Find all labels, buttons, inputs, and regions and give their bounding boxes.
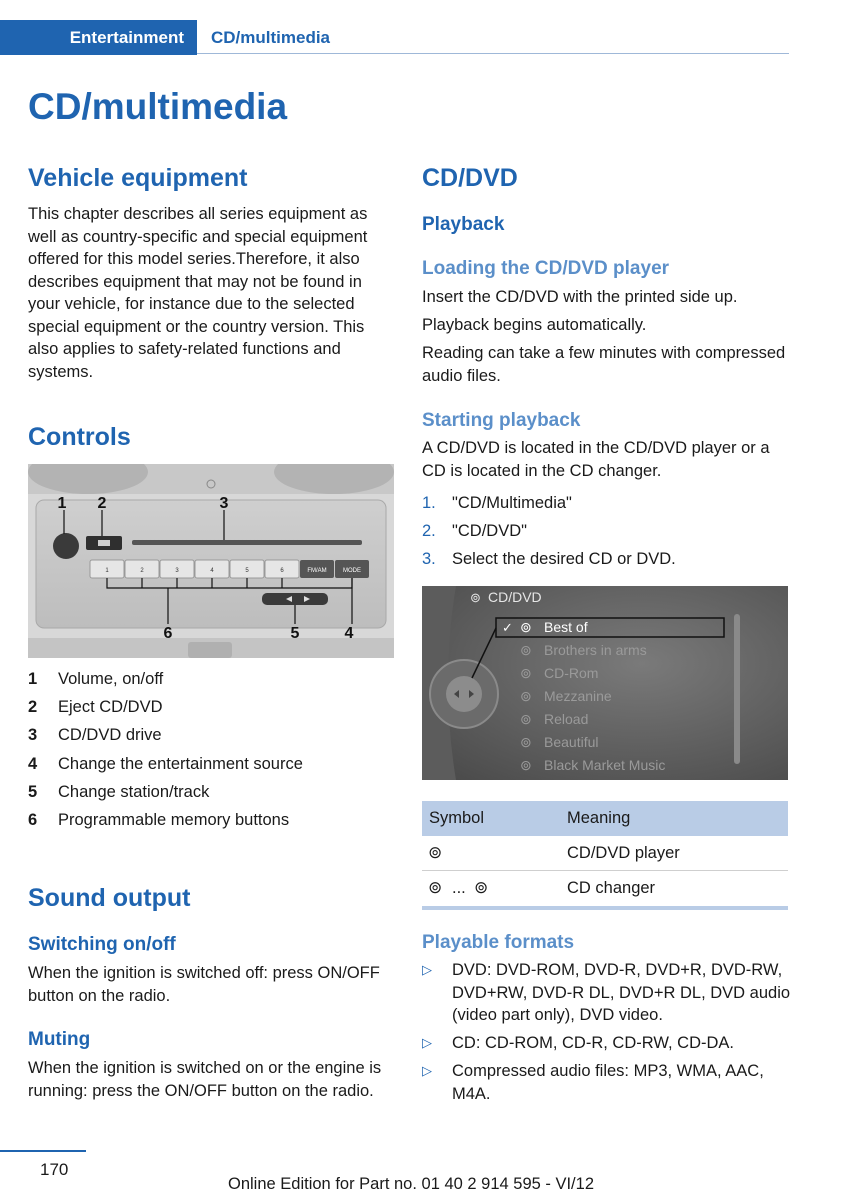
radio-controls-illustration (28, 464, 394, 658)
header-section[interactable]: Entertainment (69, 28, 184, 47)
footer-rule (0, 1150, 86, 1152)
col-symbol-header: Symbol (429, 809, 485, 827)
triangle-bullet-icon: ▷ (422, 1035, 432, 1050)
header-rule (197, 53, 789, 54)
table-row-meaning: CD changer (567, 879, 656, 897)
loading-heading: Loading the CD/DVD player (422, 258, 670, 279)
col-meaning-header: Meaning (567, 809, 631, 827)
memory-buttons (90, 560, 369, 578)
mem-btn-2-label: 2 (140, 568, 144, 574)
muting-heading: Muting (28, 1029, 91, 1050)
mem-btn-3-label: 3 (175, 568, 179, 574)
screen-item-best-of[interactable]: Best of (544, 619, 588, 635)
screen-item-black-market[interactable]: Black Market Music (544, 757, 666, 773)
idrive-screen-illustration (422, 586, 788, 780)
starting-body: A CD/DVD is located in the CD/DVD player or a CD is located in the CD changer. (422, 439, 770, 480)
callout-6: 6 (163, 625, 173, 642)
footer-edition: Online Edition for Part no. 01 40 2 914 595 - VI/12 (228, 1175, 594, 1193)
callout-2: 2 (97, 495, 107, 512)
screen-item-icon: ⊚ (520, 757, 532, 773)
loading-p2: Playback begins automatically. (422, 316, 647, 334)
mem-btn-1-label: 1 (105, 568, 109, 574)
screen-item-mezzanine[interactable]: Mezzanine (544, 688, 612, 704)
triangle-bullet-icon: ▷ (422, 1063, 432, 1078)
page-number: 170 (40, 1160, 69, 1179)
vehicle-equipment-body: This chapter describes all series equipment as well as country-specific and special equipment offered for this model series.Therefore, it also describes equipment that may not be found in your vehicle, for instance due to the selected special equipment or the country version. This also applies to safety-related functions and systems. (28, 205, 368, 381)
switching-heading: Switching on/off (28, 934, 176, 955)
formats-heading: Playable formats (422, 932, 575, 953)
callout-3: 3 (219, 495, 229, 512)
loading-p3: Reading can take a few minutes with compressed audio files. (422, 344, 786, 385)
page-title: CD/multimedia (28, 86, 288, 127)
fmam-btn-label: FM/AM (307, 568, 327, 574)
table-bottom-rule (422, 906, 788, 910)
screen-item-icon: ⊚ (520, 619, 532, 635)
table-row-meaning: CD/DVD player (567, 844, 680, 862)
loading-p1: Insert the CD/DVD with the printed side up. (422, 288, 738, 306)
callout-5: 5 (290, 625, 300, 642)
controls-heading: Controls (28, 423, 131, 451)
screen-item-icon: ⊚ (520, 642, 532, 658)
cd-dvd-heading: CD/DVD (422, 164, 518, 192)
screen-title: CD/DVD (488, 589, 542, 605)
muting-body: When the ignition is switched on or the engine is running: press the ON/OFF button on the radio. (28, 1059, 382, 1100)
mem-btn-4-label: 4 (210, 568, 214, 574)
cd-changer-icon: ⊚ (428, 878, 443, 897)
vehicle-equipment-heading: Vehicle equipment (28, 164, 248, 192)
cd-dvd-player-icon: ⊚ (428, 843, 443, 862)
table-divider (422, 870, 788, 871)
sound-output-heading: Sound output (28, 884, 191, 912)
check-icon: ✓ (502, 620, 513, 635)
screen-item-brothers[interactable]: Brothers in arms (544, 642, 647, 658)
screen-item-icon: ⊚ (520, 734, 532, 750)
table-row-symbol-text: ... (452, 879, 466, 897)
cd-changer-icon: ⊚ (474, 878, 489, 897)
callout-4: 4 (344, 625, 354, 642)
triangle-bullet-icon: ▷ (422, 962, 432, 977)
header-subsection[interactable]: CD/multimedia (211, 28, 331, 47)
switching-body: When the ignition is switched off: press ON/OFF button on the radio. (28, 964, 380, 1005)
mem-btn-6-label: 6 (280, 568, 284, 574)
callout-1: 1 (57, 495, 67, 512)
screen-item-beautiful[interactable]: Beautiful (544, 734, 599, 750)
mode-btn-label: MODE (343, 568, 361, 574)
screen-item-reload[interactable]: Reload (544, 711, 589, 727)
screen-item-icon: ⊚ (520, 688, 532, 704)
mem-btn-5-label: 5 (245, 568, 249, 574)
screen-item-icon: ⊚ (520, 665, 532, 681)
screen-cd-icon: ⊚ (470, 590, 481, 605)
screen-item-cd-rom[interactable]: CD-Rom (544, 665, 599, 681)
starting-heading: Starting playback (422, 410, 581, 431)
screen-item-icon: ⊚ (520, 711, 532, 727)
playback-heading: Playback (422, 214, 505, 235)
